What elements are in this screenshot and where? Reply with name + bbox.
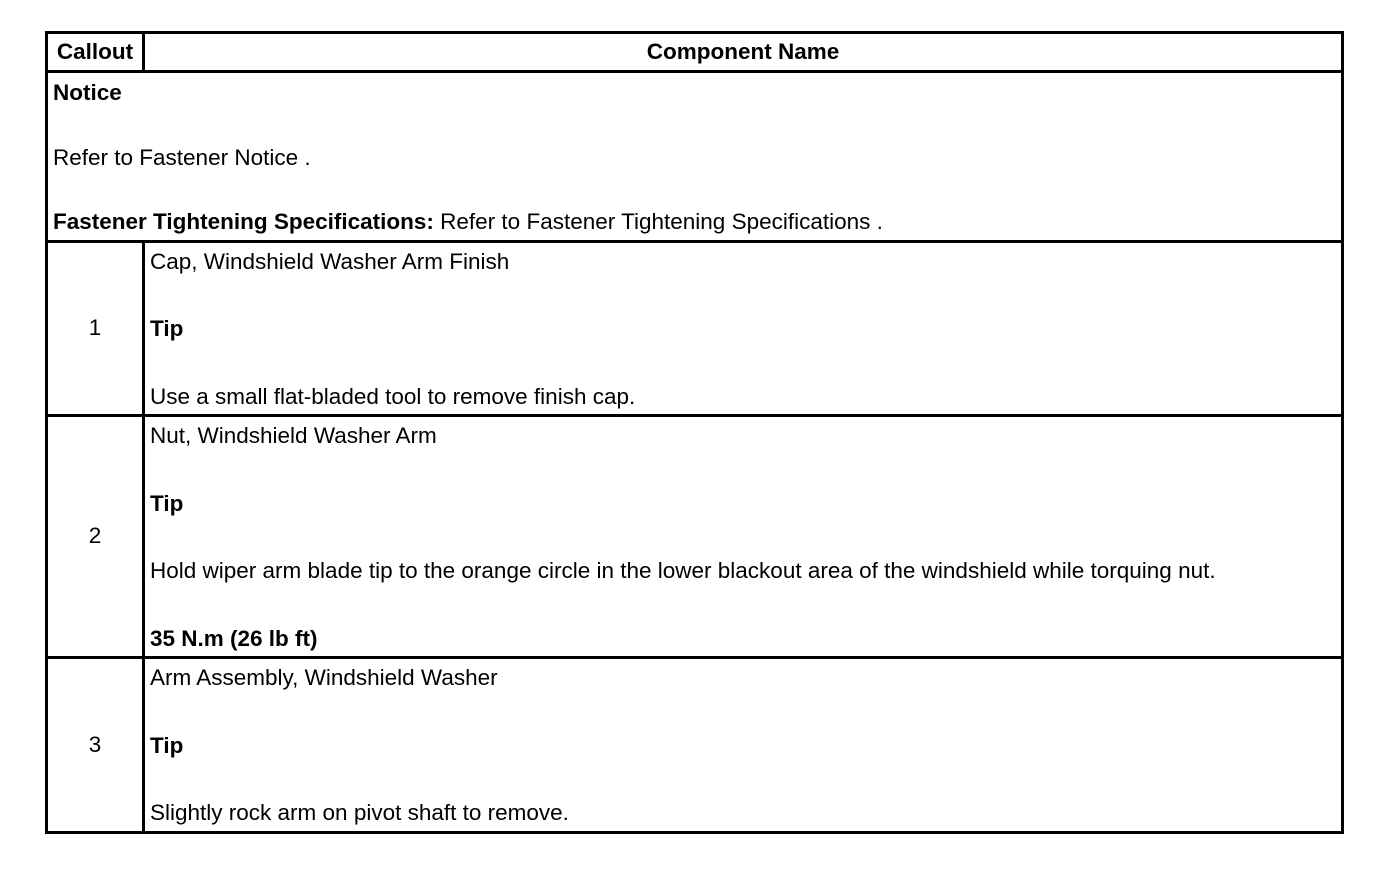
tip-label: Tip	[150, 732, 184, 758]
callout-number: 3	[47, 658, 144, 833]
callout-number: 1	[47, 241, 144, 416]
notice-spec-line	[53, 211, 1336, 234]
notice-cell	[47, 72, 1343, 242]
tip-text: Use a small flat-bladed tool to remove finish cap.	[150, 383, 636, 409]
component-name: Arm Assembly, Windshield Washer	[150, 665, 498, 690]
table-header-row	[47, 33, 1343, 72]
tip-label: Tip	[150, 316, 184, 341]
tip-label: Tip	[150, 490, 184, 516]
notice-spec-text: Refer to Fastener Tightening Specifications .	[433, 209, 883, 234]
table-row	[47, 658, 1343, 833]
header-component-name: Component Name	[144, 33, 1343, 72]
component-name: Cap, Windshield Washer Arm Finish	[150, 248, 510, 274]
component-cell	[144, 658, 1343, 833]
notice-row	[47, 72, 1343, 242]
component-cell	[144, 241, 1343, 416]
notice-fastener-text: Refer to Fastener Notice .	[53, 144, 311, 170]
torque-spec: 35 N.m (26 lb ft)	[150, 625, 318, 651]
table-row	[47, 241, 1343, 416]
component-table	[45, 31, 1344, 834]
notice-spec-label: Fastener Tightening Specifications:	[53, 209, 434, 234]
tip-text: Hold wiper arm blade tip to the orange circle in the lower blackout area of the windshield while torquing nut.	[150, 558, 1216, 583]
component-cell	[144, 416, 1343, 658]
header-callout: Callout	[47, 33, 144, 72]
notice-title: Notice	[53, 80, 122, 105]
tip-text: Slightly rock arm on pivot shaft to remove.	[150, 800, 569, 825]
component-name: Nut, Windshield Washer Arm	[150, 423, 437, 448]
table-row	[47, 416, 1343, 658]
callout-number: 2	[47, 416, 144, 658]
